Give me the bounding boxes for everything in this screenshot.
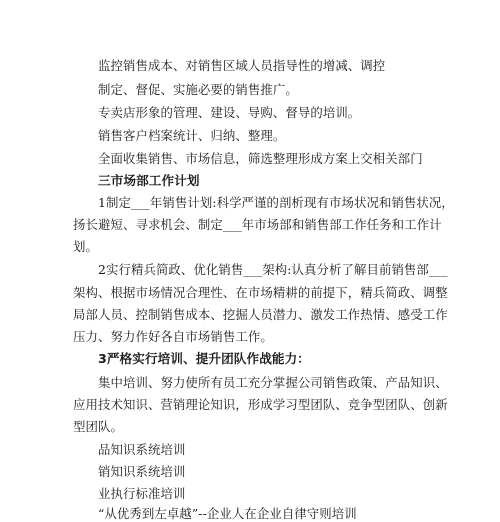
text-line: 集中培训、努力使所有员工充分掌握公司销售政策、产品知识、 [98,375,448,390]
text-line: 销售客户档案统计、归纳、整理。 [98,128,286,143]
list-item: “从优秀到左卓越”--企业人在企业自律守则培训 [98,506,357,521]
text-line: 全面收集销售、市场信息，筛选整理形成方案上交相关部门 [98,151,423,166]
text-line: 制定、督促、实施必要的销售推广。 [98,82,298,97]
text-line: 扬长避短、寻求机会、制定___年市场部和销售部工作任务和工作计 [73,217,442,232]
text-line: 应用技术知识、营销理论知识，形成学习型团队、竞争型团队、创新 [73,397,448,412]
text-line: 型团队。 [73,419,123,434]
text-line: 2实行精兵简政、优化销售___架构:认真分析了解目前销售部___ [98,262,448,277]
section-heading: 3严格实行培训、提升团队作战能力： [98,351,310,366]
section-heading: 三市场部工作计划 [98,173,200,188]
text-line: 划。 [73,239,98,254]
list-item: 品知识系统培训 [98,442,186,457]
text-line: 架构、根据市场情况合理性、在市场精耕的前提下，精兵简政、调整 [73,285,448,300]
text-line: 局部人员、控制销售成本、挖掘人员潜力、激发工作热情、感受工作 [73,307,448,322]
text-line: 专卖店形象的管理、建设、导购、督导的培训。 [98,105,361,120]
text-line: 压力、努力作好各自市场销售工作。 [73,329,273,344]
list-item: 业执行标准培训 [98,486,186,501]
text-line: 1制定___年销售计划:科学严谨的剖析现有市场状况和销售状况， [98,195,454,210]
text-line: 监控销售成本、对销售区域人员指导性的增减、调控 [98,58,386,73]
list-item: 销知识系统培训 [98,464,186,479]
